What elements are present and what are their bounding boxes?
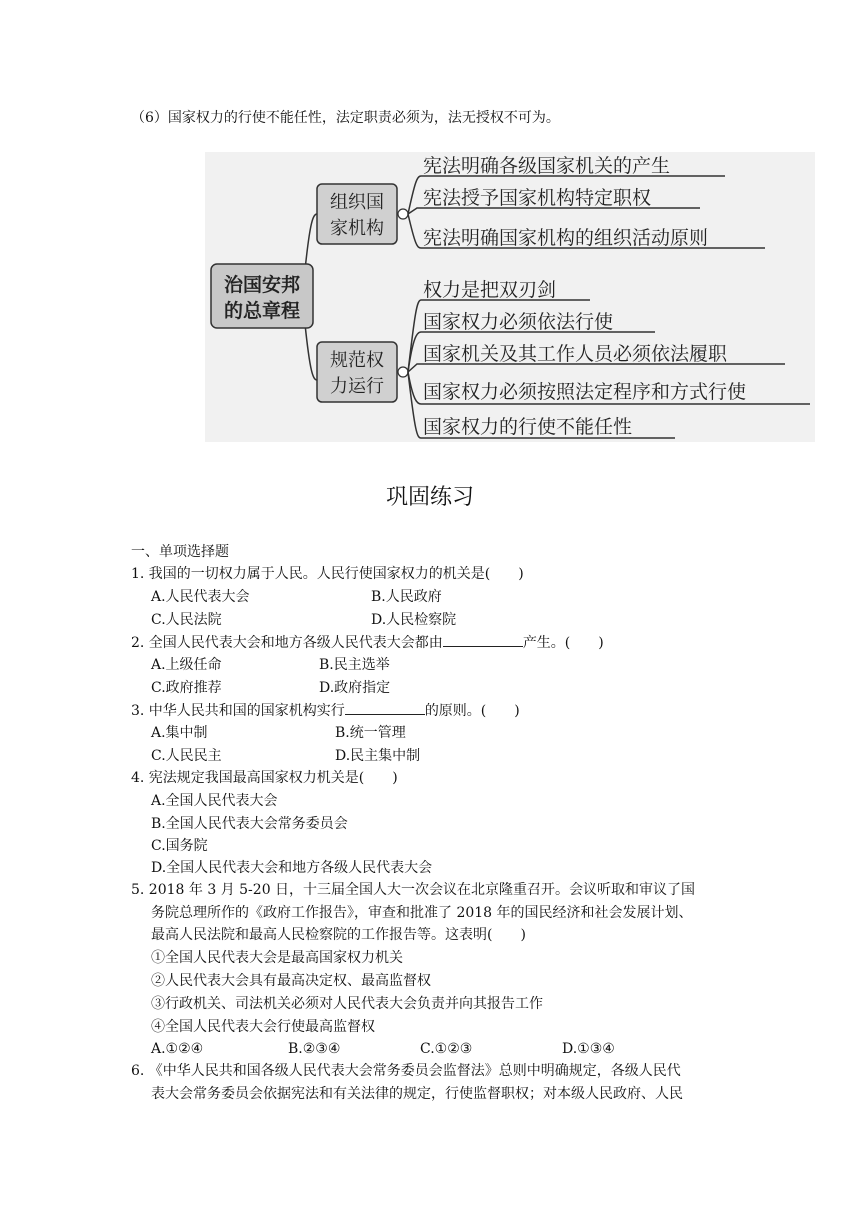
intro-text: （6）国家权力的行使不能任性，法定职责必须为，法无授权不可为。: [131, 110, 560, 126]
mindmap-branch2-line1: 规范权: [330, 350, 384, 371]
question-3-stem: [131, 700, 520, 721]
question-2-option-c: C.政府推荐: [151, 680, 222, 696]
section-title: 巩固练习: [385, 485, 474, 510]
mindmap-branch2-item: 权力是把双刃剑: [423, 279, 557, 301]
question-3-option-d: D.民主集中制: [335, 748, 421, 764]
mindmap-branch1-line1: 组织国: [330, 192, 384, 213]
answer-blank: [345, 700, 425, 715]
mindmap-root-line2: 的总章程: [223, 300, 301, 322]
mindmap-branch2-line2: 力运行: [330, 376, 384, 397]
question-4-option-c: C.国务院: [151, 838, 208, 854]
question-4-option-d: D.全国人民代表大会和地方各级人民代表大会: [151, 860, 433, 876]
question-5-option-c: C.①②③: [420, 1041, 473, 1057]
question-2-option-a: A.上级任命: [151, 657, 222, 673]
part-heading: 一、单项选择题: [131, 544, 229, 560]
mindmap-branch2-item: 国家权力必须依法行使: [423, 311, 614, 333]
mindmap-diagram: [205, 152, 815, 442]
mindmap-branch2-item: 国家权力必须按照法定程序和方式行使: [423, 381, 747, 403]
question-2-option-d: D.政府指定: [319, 680, 391, 696]
mindmap-branch2-item: 国家机关及其工作人员必须依法履职: [423, 343, 728, 365]
question-4-stem: 4. 宪法规定我国最高国家权力机关是( ): [131, 770, 398, 786]
question-2-option-b: B.民主选举: [319, 657, 390, 673]
question-5-statement-2: ②人民代表大会具有最高决定权、最高监督权: [151, 973, 431, 989]
question-1-option-b: B.人民政府: [371, 589, 442, 605]
question-2-stem: [131, 632, 604, 653]
question-4-option-a: A.全国人民代表大会: [151, 793, 278, 809]
question-3-option-a: A.集中制: [151, 725, 208, 741]
mindmap-branch2-item: 国家权力的行使不能任性: [423, 416, 633, 438]
question-5-option-a: A.①②④: [151, 1041, 204, 1057]
mindmap-branch1-item: 宪法授予国家机构特定职权: [423, 187, 652, 209]
question-5-line3: 最高人民法院和最高人民检察院的工作报告等。这表明( ): [151, 927, 526, 943]
question-1-option-d: D.人民检察院: [371, 612, 457, 628]
question-5-line2: 务院总理所作的《政府工作报告》，审查和批准了 2018 年的国民经济和社会发展计划、: [151, 905, 693, 921]
mindmap-branch1-item: 宪法明确各级国家机关的产生: [423, 155, 671, 177]
question-3-stem-pre: 3. 中华人民共和国的国家机构实行: [131, 703, 345, 719]
question-4-option-b: B.全国人民代表大会常务委员会: [151, 816, 348, 832]
question-2-stem-pre: 2. 全国人民代表大会和地方各级人民代表大会都由: [131, 635, 443, 651]
mindmap-branch1-line2: 家机构: [330, 218, 384, 239]
question-3-option-c: C.人民民主: [151, 748, 222, 764]
question-5-option-b: B.②③④: [288, 1041, 341, 1057]
mindmap-root-line1: 治国安邦: [223, 274, 301, 296]
question-5-statement-4: ④全国人民代表大会行使最高监督权: [151, 1019, 375, 1035]
question-3-option-b: B.统一管理: [335, 725, 406, 741]
question-6-line1: 6. 《中华人民共和国各级人民代表大会常务委员会监督法》总则中明确规定，各级人民代: [131, 1063, 681, 1079]
question-2-stem-post: 产生。( ): [522, 635, 604, 651]
question-5-option-d: D.①③④: [562, 1041, 615, 1057]
question-3-stem-post: 的原则。( ): [424, 703, 520, 719]
answer-blank: [443, 632, 523, 647]
question-1-stem: 1. 我国的一切权力属于人民。人民行使国家权力的机关是( ): [131, 566, 524, 582]
mindmap-branch1-item: 宪法明确国家机构的组织活动原则: [423, 227, 709, 249]
question-5-statement-1: ①全国人民代表大会是最高国家权力机关: [151, 950, 403, 966]
question-5-line1: 5. 2018 年 3 月 5-20 日，十三届全国人大一次会议在北京隆重召开。会议听取和审议了国: [131, 882, 696, 898]
question-1-option-c: C.人民法院: [151, 612, 222, 628]
question-5-statement-3: ③行政机关、司法机关必须对人民代表大会负责并向其报告工作: [151, 996, 543, 1012]
question-6-line2: 表大会常务委员会依据宪法和有关法律的规定，行使监督职权；对本级人民政府、人民: [151, 1086, 683, 1102]
question-1-option-a: A.人民代表大会: [151, 589, 250, 605]
